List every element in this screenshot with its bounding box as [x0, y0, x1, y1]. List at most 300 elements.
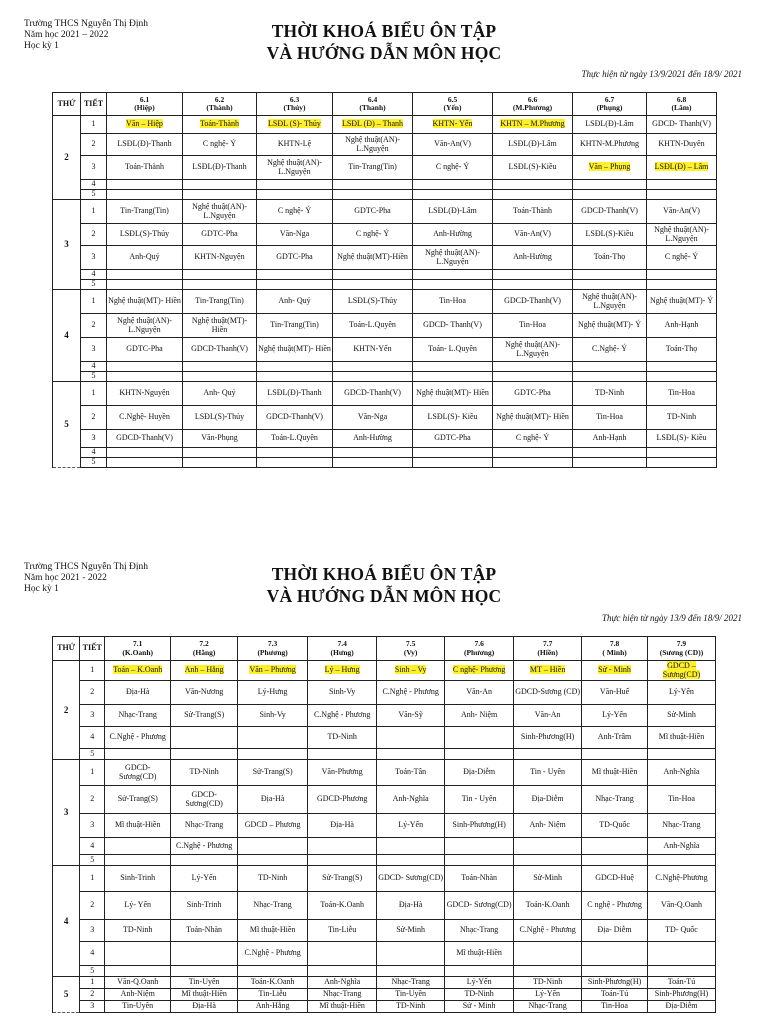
lesson-cell	[493, 314, 573, 338]
header-class-7.1	[105, 637, 171, 661]
lesson-text: C.Nghệ - Phương	[519, 925, 576, 935]
lesson-cell	[647, 705, 715, 727]
lesson-cell	[183, 372, 257, 382]
lesson-cell	[238, 705, 308, 727]
lesson-text: GDTC-Pha	[276, 252, 313, 262]
lesson-text: Toán-Nhàn	[186, 925, 223, 935]
lesson-cell	[183, 200, 257, 224]
lesson-cell	[445, 661, 514, 681]
lesson-cell	[183, 448, 257, 458]
lesson-text: GDCD- Sương(CD)	[118, 763, 157, 781]
lesson-text: Anh-Hạnh	[664, 320, 699, 330]
lesson-text: Anh-Trâm	[597, 732, 632, 742]
lesson-cell	[413, 200, 493, 224]
lesson-cell	[107, 382, 183, 406]
lesson-cell	[183, 280, 257, 290]
lesson-text: TD-Ninh	[327, 732, 357, 742]
lesson-cell	[377, 760, 445, 786]
lesson-cell	[257, 116, 333, 134]
lesson-cell	[647, 200, 717, 224]
period-number: 4	[81, 448, 107, 458]
table-row	[53, 458, 717, 468]
lesson-cell	[647, 362, 717, 372]
lesson-cell	[257, 134, 333, 156]
lesson-cell	[582, 966, 648, 977]
lesson-cell	[514, 786, 582, 814]
class-teacher: (Hằng)	[192, 647, 216, 657]
lesson-cell	[573, 134, 647, 156]
lesson-cell	[445, 866, 514, 892]
table-row	[53, 920, 716, 942]
lesson-text: Nhạc-Trang	[118, 710, 157, 720]
lesson-text: LSĐL(S)-Thủy	[119, 229, 170, 239]
lesson-cell	[413, 270, 493, 280]
page-subtitle: VÀ HƯỚNG DẪN MÔN HỌC	[266, 43, 502, 63]
lesson-cell	[333, 362, 413, 372]
period-number: 1	[81, 116, 107, 134]
lesson-cell	[573, 290, 647, 314]
table-row	[53, 156, 717, 180]
header-class-7.2	[171, 637, 238, 661]
page-title: THỜI KHOÁ BIỂU ÔN TẬP	[271, 21, 497, 41]
lesson-cell	[445, 786, 514, 814]
lesson-cell	[647, 372, 717, 382]
lesson-cell	[105, 661, 171, 681]
lesson-cell	[647, 942, 715, 966]
lesson-cell	[107, 270, 183, 280]
lesson-text: Địa-Hà	[330, 820, 354, 830]
lesson-text: Mĩ thuật-Hiền	[591, 767, 638, 777]
period-number: 4	[80, 838, 105, 855]
lesson-cell	[493, 280, 573, 290]
table-row	[53, 290, 717, 314]
lesson-cell	[514, 760, 582, 786]
lesson-text: Nhạc-Trang	[322, 989, 362, 999]
lesson-cell	[647, 855, 715, 866]
lesson-text: Anh-Niệm	[120, 989, 155, 999]
lesson-cell	[647, 156, 717, 180]
period-number: 3	[80, 814, 105, 838]
lesson-text: Nhạc-Trang	[528, 1001, 567, 1011]
lesson-cell	[308, 727, 377, 749]
lesson-text: C nghệ- Ý	[435, 162, 470, 172]
lesson-text: Sử-Trang(S)	[252, 767, 293, 777]
class-name: 6.2	[214, 94, 225, 104]
lesson-cell	[171, 942, 238, 966]
header-class-7.7	[514, 637, 582, 661]
lesson-cell	[514, 727, 582, 749]
lesson-cell	[107, 338, 183, 362]
lesson-text: C.Nghệ - Phương	[244, 948, 301, 958]
lesson-text: Địa-Hà	[260, 794, 285, 804]
table-row	[53, 661, 716, 681]
lesson-cell	[257, 180, 333, 190]
date-range: Thực hiện từ ngày 13/9/2021 đến 18/9/ 2021	[581, 69, 742, 79]
lesson-cell	[238, 892, 308, 920]
lesson-text: Toán-Thành	[200, 119, 239, 129]
lesson-cell	[107, 246, 183, 270]
table-row	[53, 280, 717, 290]
lesson-text: Sinh-Trinh	[186, 900, 222, 910]
period-number: 3	[81, 338, 107, 362]
period-number: 5	[81, 458, 107, 468]
lesson-cell	[377, 705, 445, 727]
lesson-cell	[105, 749, 171, 760]
lesson-cell	[183, 224, 257, 246]
lesson-cell	[238, 920, 308, 942]
lesson-text: Tin-Liễu	[258, 989, 287, 999]
page-title: THỜI KHOÁ BIỂU ÔN TẬP	[271, 564, 497, 584]
lesson-text: Văn-An(V)	[434, 139, 471, 149]
lesson-text: C nghệ- Ý	[515, 433, 550, 443]
lesson-cell	[238, 989, 308, 1001]
lesson-cell	[413, 156, 493, 180]
lesson-text: Toán-Tú	[600, 989, 629, 999]
lesson-cell	[183, 246, 257, 270]
lesson-text: C.Nghệ-Phương	[655, 873, 708, 883]
lesson-text: GDTC-Pha	[201, 229, 238, 239]
lesson-text: Tin-Uyên	[395, 989, 427, 999]
lesson-cell	[105, 786, 171, 814]
lesson-cell	[171, 892, 238, 920]
lesson-cell	[105, 977, 171, 989]
lesson-text: Nghệ thuật(MT)- Ý	[577, 320, 642, 330]
lesson-cell	[573, 338, 647, 362]
lesson-text: C.Nghệ - Phương	[313, 710, 371, 720]
lesson-cell	[647, 458, 717, 468]
lesson-text: Địa-Diễm	[531, 794, 564, 804]
lesson-cell	[333, 200, 413, 224]
lesson-cell	[308, 866, 377, 892]
class-name: 6.6	[527, 94, 538, 104]
lesson-text: Lý-Yến	[602, 710, 627, 720]
lesson-text: LSĐL(Đ)-Lâm	[508, 139, 557, 149]
lesson-cell	[582, 749, 648, 760]
lesson-cell	[238, 866, 308, 892]
lesson-cell	[171, 989, 238, 1001]
lesson-text: Anh-Hường	[353, 433, 392, 443]
lesson-text: Tin-Trang(Tin)	[195, 296, 244, 306]
lesson-cell	[171, 661, 238, 681]
lesson-cell	[647, 989, 715, 1001]
lesson-cell	[257, 280, 333, 290]
lesson-text: Sinh-Trinh	[120, 873, 156, 883]
lesson-text: Anh – Hằng	[184, 665, 224, 675]
lesson-cell	[105, 1001, 171, 1013]
table-row	[53, 270, 717, 280]
class-name: 6.5	[447, 94, 458, 104]
lesson-cell	[582, 727, 648, 749]
class-teacher: (Yến)	[443, 103, 462, 112]
lesson-text: Toán-K.Oanh	[320, 900, 364, 910]
lesson-text: Nhạc-Trang	[253, 900, 292, 910]
lesson-text: Toán-Thành	[513, 206, 552, 216]
header-period: TIẾT	[81, 93, 107, 116]
lesson-text: Nghệ thuật(AN)- L.Nguyện	[117, 316, 172, 334]
lesson-cell	[183, 290, 257, 314]
lesson-text: Sinh-Phương(H)	[452, 820, 506, 830]
lesson-cell	[333, 116, 413, 134]
lesson-text: Anh- Quý	[278, 296, 311, 306]
lesson-cell	[238, 661, 308, 681]
lesson-cell	[377, 989, 445, 1001]
lesson-text: Toán-Tú	[667, 977, 696, 987]
lesson-text: KHTN – M.Phương	[500, 119, 565, 129]
lesson-text: Nghệ thuật(MT)- Hiền	[496, 412, 569, 422]
lesson-text: KHTN-Duyên	[658, 139, 705, 149]
table-row	[53, 966, 716, 977]
table-row	[53, 1001, 716, 1013]
lesson-cell	[573, 362, 647, 372]
lesson-cell	[377, 855, 445, 866]
day-label: 2	[53, 661, 80, 760]
school-year: Năm học 2021 - 2022	[24, 573, 107, 583]
lesson-cell	[413, 458, 493, 468]
header-class-7.9	[647, 637, 715, 661]
lesson-text: TD- Quốc	[665, 925, 698, 935]
lesson-text: LSĐL (S)- Thủy	[268, 119, 321, 129]
lesson-text: LSĐL(Đ)-Thanh	[117, 139, 172, 149]
lesson-text: Sử-Trang(S)	[322, 873, 363, 883]
lesson-cell	[582, 866, 648, 892]
lesson-cell	[647, 920, 715, 942]
lesson-cell	[257, 156, 333, 180]
lesson-text: Lý- Yến	[124, 900, 152, 910]
period-number: 1	[80, 661, 105, 681]
table-row	[53, 406, 717, 430]
lesson-text: C nghệ - Phương	[587, 900, 642, 910]
lesson-text: Tin-Liễu	[328, 925, 357, 935]
lesson-text: Nghệ thuật(MT)- Hiền	[191, 316, 248, 334]
lesson-cell	[445, 727, 514, 749]
period-number: 5	[80, 966, 105, 977]
table-row	[53, 989, 716, 1001]
lesson-cell	[308, 892, 377, 920]
lesson-cell	[257, 224, 333, 246]
lesson-text: KHTN- Yến	[432, 119, 473, 129]
lesson-cell	[445, 920, 514, 942]
header-day: THỨ	[53, 93, 81, 116]
lesson-text: Tin-Uyên	[122, 1001, 154, 1011]
lesson-text: Lý-Yến	[191, 873, 217, 883]
lesson-text: Sinh-Phương(H)	[587, 977, 642, 987]
lesson-cell	[107, 372, 183, 382]
table-row	[53, 727, 716, 749]
lesson-cell	[107, 406, 183, 430]
lesson-text: KHTN-Yến	[353, 344, 392, 354]
lesson-cell	[493, 372, 573, 382]
lesson-cell	[107, 458, 183, 468]
lesson-text: LSĐL(S)- Kiều	[656, 433, 707, 443]
period-number: 2	[80, 989, 105, 1001]
lesson-cell	[647, 338, 717, 362]
period-number: 3	[81, 246, 107, 270]
period-number: 2	[81, 134, 107, 156]
lesson-cell	[171, 814, 238, 838]
lesson-cell	[582, 786, 648, 814]
lesson-text: Lý-Yến	[466, 977, 492, 987]
lesson-cell	[105, 681, 171, 705]
class-name: 7.2	[199, 639, 209, 648]
lesson-text: LSĐL(S)- Kiều	[427, 412, 478, 422]
header-class-6.4	[333, 93, 413, 116]
lesson-cell	[107, 180, 183, 190]
lesson-cell	[445, 760, 514, 786]
lesson-cell	[107, 190, 183, 200]
lesson-cell	[377, 892, 445, 920]
lesson-cell	[573, 156, 647, 180]
lesson-text: Địa-Diễm	[463, 767, 496, 777]
day-label: 5	[53, 977, 80, 1013]
lesson-text: Nghệ thuật(MT)- Ý	[649, 296, 714, 306]
lesson-text: Nghệ thuật(AN)- L.Nguyện	[505, 340, 560, 358]
class-teacher: (Hưng)	[330, 647, 354, 657]
lesson-cell	[107, 116, 183, 134]
period-number: 5	[80, 855, 105, 866]
lesson-cell	[238, 760, 308, 786]
lesson-cell	[105, 855, 171, 866]
period-number: 2	[80, 892, 105, 920]
lesson-cell	[257, 430, 333, 448]
lesson-cell	[238, 786, 308, 814]
lesson-text: KHTN-M.Phương	[579, 139, 639, 149]
lesson-cell	[582, 977, 648, 989]
lesson-cell	[257, 314, 333, 338]
period-number: 1	[81, 382, 107, 406]
lesson-text: Anh-Nghĩa	[663, 840, 700, 850]
table-row	[53, 749, 716, 760]
class-name: 7.4	[337, 639, 347, 648]
lesson-cell	[573, 372, 647, 382]
period-number: 3	[81, 156, 107, 180]
lesson-cell	[573, 382, 647, 406]
lesson-text: LSĐL(Đ)-Lâm	[585, 119, 634, 129]
lesson-cell	[582, 681, 648, 705]
lesson-text: GDCD-Thanh(V)	[504, 296, 561, 306]
lesson-cell	[377, 920, 445, 942]
lesson-text: GDCD- Sương(CD)	[185, 790, 223, 808]
period-number: 2	[81, 406, 107, 430]
lesson-text: TD-Ninh	[257, 873, 288, 883]
period-number: 5	[81, 280, 107, 290]
lesson-cell	[183, 116, 257, 134]
lesson-cell	[105, 966, 171, 977]
lesson-cell	[445, 1001, 514, 1013]
lesson-cell	[308, 749, 377, 760]
lesson-text: C nghệ- Ý	[277, 206, 312, 216]
lesson-cell	[582, 705, 648, 727]
lesson-text: Nhạc-Trang	[662, 820, 701, 830]
lesson-cell	[493, 290, 573, 314]
lesson-cell	[333, 338, 413, 362]
lesson-cell	[514, 749, 582, 760]
period-number: 4	[80, 942, 105, 966]
period-number: 3	[80, 705, 105, 727]
lesson-cell	[493, 448, 573, 458]
lesson-text: Sử-Minh	[533, 873, 563, 883]
lesson-text: Anh-Hường	[433, 229, 472, 239]
lesson-cell	[582, 892, 648, 920]
lesson-cell	[493, 190, 573, 200]
header-class-6.3	[257, 93, 333, 116]
lesson-cell	[573, 430, 647, 448]
lesson-cell	[377, 1001, 445, 1013]
lesson-text: Tin - Uyên	[461, 794, 497, 804]
class-name: 7.6	[474, 639, 484, 648]
lesson-cell	[171, 866, 238, 892]
lesson-text: LSĐL(S)-Thủy	[194, 412, 245, 422]
class-teacher: (Phụng)	[596, 103, 623, 112]
school-term: Học kỳ 1	[24, 584, 59, 594]
lesson-cell	[333, 430, 413, 448]
lesson-text: Anh-Nghĩa	[324, 977, 361, 987]
lesson-text: Nghệ thuật(MT)- Hiền	[416, 388, 489, 398]
lesson-cell	[308, 814, 377, 838]
class-teacher: (Lâm)	[671, 103, 692, 112]
lesson-cell	[647, 966, 715, 977]
lesson-cell	[183, 430, 257, 448]
lesson-text: LSĐL(Đ) – Lâm	[654, 162, 709, 172]
lesson-text: Lý-Hưng	[257, 687, 288, 697]
lesson-text: Anh- Niệm	[529, 820, 566, 830]
lesson-text: TD-Ninh	[532, 977, 563, 987]
class-name: 7.1	[133, 639, 143, 648]
lesson-cell	[308, 977, 377, 989]
lesson-text: GDCD-Thanh(V)	[191, 344, 248, 354]
lesson-text: Nghệ thuật(AN)- L.Nguyện	[345, 135, 400, 153]
class-teacher: (K.Oanh)	[122, 647, 154, 657]
period-number: 3	[80, 920, 105, 942]
lesson-text: Anh-Hằng	[255, 1001, 290, 1011]
lesson-cell	[308, 989, 377, 1001]
lesson-cell	[582, 1001, 648, 1013]
lesson-cell	[238, 727, 308, 749]
period-number: 2	[81, 314, 107, 338]
header-class-6.7	[573, 93, 647, 116]
lesson-cell	[413, 116, 493, 134]
class-name: 7.7	[542, 639, 553, 648]
lesson-cell	[171, 855, 238, 866]
lesson-text: Địa- Diễm	[597, 925, 632, 935]
lesson-cell	[514, 977, 582, 989]
table-row	[53, 681, 716, 705]
lesson-cell	[647, 280, 717, 290]
lesson-text: GDCD-Thanh(V)	[344, 388, 401, 398]
lesson-cell	[183, 338, 257, 362]
class-teacher: (Thanh)	[359, 103, 386, 112]
lesson-cell	[377, 866, 445, 892]
lesson-text: Văn-Nga	[357, 412, 388, 422]
period-number: 2	[80, 786, 105, 814]
period-number: 3	[81, 430, 107, 448]
lesson-cell	[238, 814, 308, 838]
lesson-cell	[573, 270, 647, 280]
class-teacher: (Phương)	[257, 647, 288, 657]
header-class-6.6	[493, 93, 573, 116]
lesson-cell	[238, 749, 308, 760]
lesson-text: LSĐL (Đ) – Thanh	[341, 119, 404, 129]
lesson-cell	[183, 156, 257, 180]
lesson-cell	[308, 1001, 377, 1013]
period-number: 4	[81, 270, 107, 280]
lesson-cell	[333, 224, 413, 246]
lesson-cell	[647, 180, 717, 190]
lesson-cell	[333, 382, 413, 406]
class-name: 6.7	[604, 94, 615, 104]
lesson-cell	[582, 838, 648, 855]
class-teacher: (Hiệp)	[134, 103, 155, 112]
lesson-text: GDCD-Phương	[316, 794, 368, 804]
